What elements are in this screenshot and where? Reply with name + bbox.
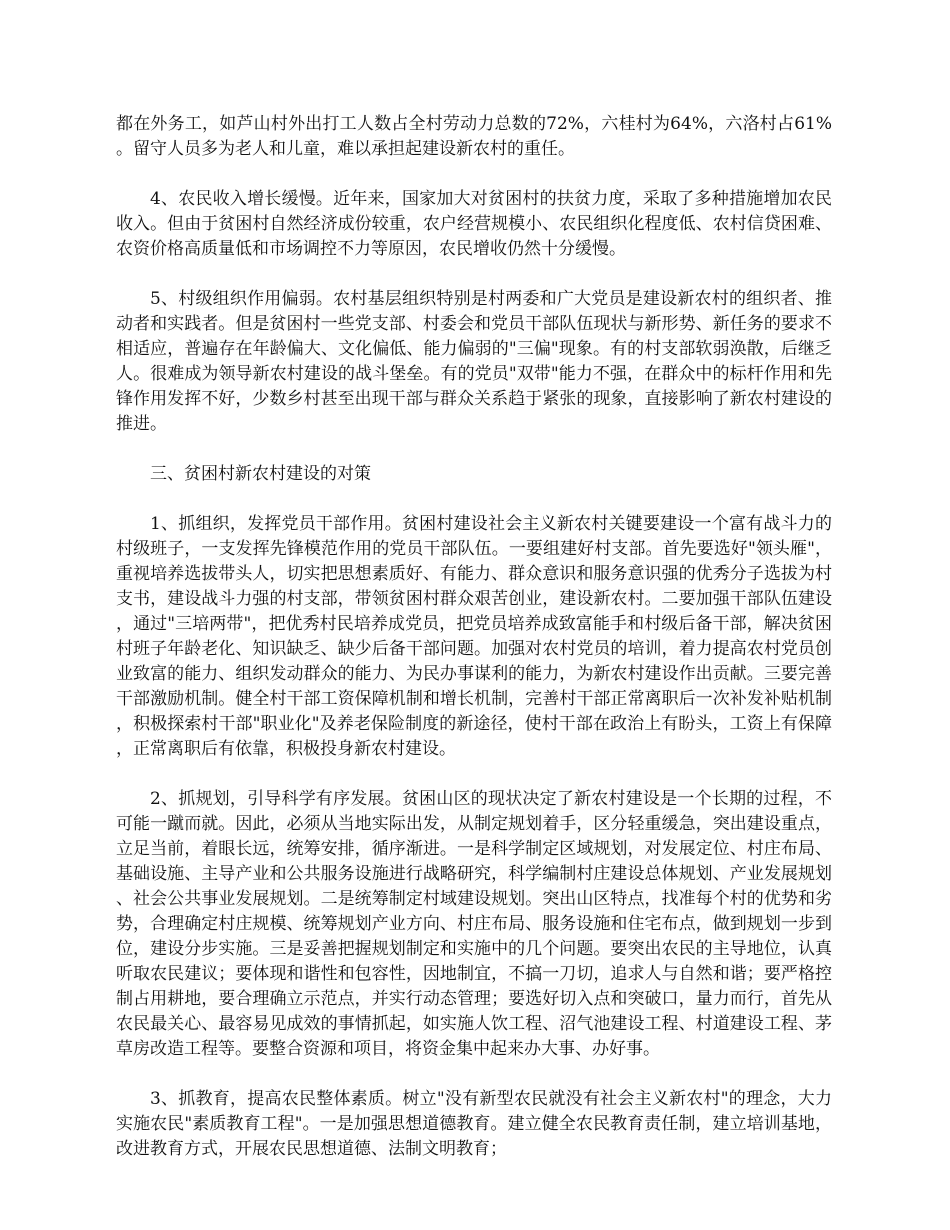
document-body (116, 112, 832, 1187)
section-heading: 三、贫困村新农村建设的对策 (150, 464, 371, 484)
paragraph-planning: 2、抓规划，引导科学有序发展。贫困山区的现状决定了新农村建设是一个长期的过程，不可能一蹴而就。因此，必须从当地实际出发，从制定规划着手，区分轻重缓急，突出建设重点，立足当前，着眼长远，统筹安排，循序渐进。一是科学制定区域规划，对发展定位、村庄布局、基础设施、主导产业和公共服务设施进行战略研究，科学编制村庄建设总体规划、产业发展规划、社会公共事业发展规划。二是统筹制定村域建设规划。突出山区特点，找准每个村的优势和劣势，合理确定村庄规模、统筹规划产业方向、村庄布局、服务设施和住宅布点，做到规划一步到位，建设分步实施。三是妥善把握规划制定和实施中的几个问题。要突出农民的主导地位，认真听取农民建议；要体现和谐性和包容性，因地制宜，不搞一刀切，追求人与自然和谐；要严格控制占用耕地，要合理确立示范点，并实行动态管理；要选好切入点和突破口，量力而行，首先从农民最关心、最容易见成效的事情抓起，如实施人饮工程、沼气池建设工程、村道建设工程、茅草房改造工程等。要整合资源和项目，将资金集中起来办大事、办好事。 (116, 789, 832, 1059)
paragraph-village-organization: 5、村级组织作用偏弱。农村基层组织特别是村两委和广大党员是建设新农村的组织者、推动者和实践者。但是贫困村一些党支部、村委会和党员干部队伍现状与新形势、新任务的要求不相适应，普遍存在年龄偏大、文化偏低、能力偏弱的"三偏"现象。有的村支部软弱涣散，后继乏人。很难成为领导新农村建设的战斗堡垒。有的党员"双带"能力不强，在群众中的标杆作用和先锋作用发挥不好，少数乡村甚至出现干部与群众关系趋于紧张的现象，直接影响了新农村建设的推进。 (116, 289, 832, 434)
paragraph-education: 3、抓教育，提高农民整体素质。树立"没有新型农民就没有社会主义新农村"的理念，大力实施农民"素质教育工程"。一是加强思想道德教育。建立健全农民教育责任制，建立培训基地，改进教育方式，开展农民思想道德、法制文明教育； (116, 1089, 832, 1159)
paragraph-organization: 1、抓组织，发挥党员干部作用。贫困村建设社会主义新农村关键要建设一个富有战斗力的村级班子，一支发挥先锋模范作用的党员干部队伍。一要组建好村支部。首先要选好"领头雁"，重视培养选拔带头人，切实把思想素质好、有能力、群众意识和服务意识强的优秀分子选拔为村支书，建设战斗力强的村支部，带领贫困村群众艰苦创业，建设新农村。二要加强干部队伍建设，通过"三培两带"，把优秀村民培养成党员，把党员培养成致富能手和村级后备干部，解决贫困村班子年龄老化、知识缺乏、缺少后备干部问题。加强对农村党员的培训，着力提高农村党员创业致富的能力、组织发动群众的能力、为民办事谋利的能力，为新农村建设作出贡献。三要完善干部激励机制。健全村干部工资保障机制和增长机制，完善村干部正常离职后一次补发补贴机制，积极探索村干部"职业化"及养老保险制度的新途径，使村干部在政治上有盼头，工资上有保障，正常离职后有依靠，积极投身新农村建设。 (116, 514, 832, 759)
paragraph-continuation: 都在外务工，如芦山村外出打工人数占全村劳动力总数的72%，六桂村为64%，六洛村占61%。留守人员多为老人和儿童，难以承担起建设新农村的重任。 (116, 114, 832, 159)
paragraph-farmer-income: 4、农民收入增长缓慢。近年来，国家加大对贫困村的扶贫力度，采取了多种措施增加农民收入。但由于贫困村自然经济成份较重，农户经营规模小、农民组织化程度低、农村信贷困难、农资价格高质量低和市场调控不力等原因，农民增收仍然十分缓慢。 (116, 189, 832, 259)
